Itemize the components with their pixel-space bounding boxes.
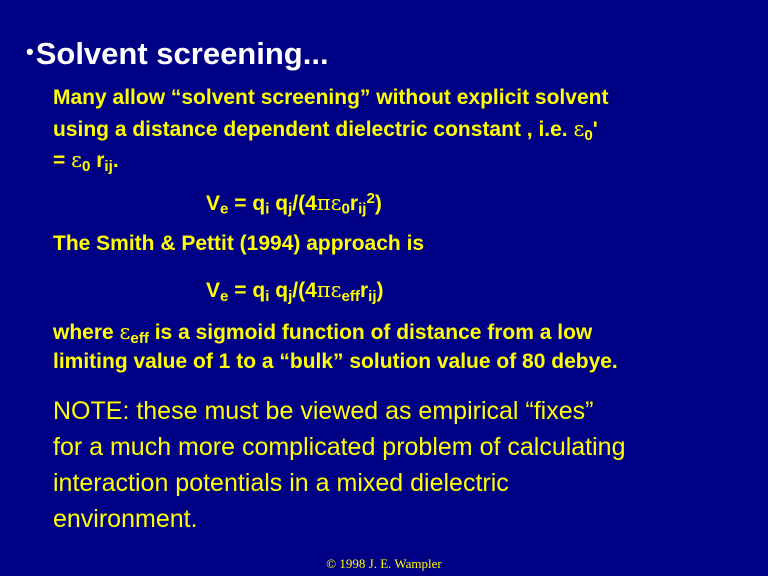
title-text: Solvent screening... xyxy=(35,36,329,71)
slide-title xyxy=(26,36,329,72)
eq2-close: ) xyxy=(376,279,384,302)
para3-line1 xyxy=(53,320,592,347)
equation-coulomb xyxy=(206,190,382,218)
eq2-sub-j: j xyxy=(288,287,293,305)
note-line2: for a much more complicated problem of calculating xyxy=(53,433,626,461)
eq2-open: /(4 xyxy=(292,279,317,302)
subscript-0: 0 xyxy=(584,126,593,144)
title-bullet: • xyxy=(26,39,34,64)
eq2-qj: q xyxy=(269,279,289,302)
epsilon-symbol: ε xyxy=(573,117,585,141)
eq2-r: r xyxy=(359,279,369,302)
period: . xyxy=(112,149,119,172)
equation-smith-pettit xyxy=(206,278,384,305)
equals-sign: = xyxy=(53,149,72,172)
eq1-qi: = q xyxy=(228,191,266,215)
eq1-sub-i: i xyxy=(265,200,270,218)
eq2-sub-eff: eff xyxy=(341,287,360,305)
eq2-sub-ij: ij xyxy=(368,287,377,305)
subscript-ij: ij xyxy=(104,157,113,175)
eq1-sub-e: e xyxy=(220,200,229,218)
eq1-sub-j: j xyxy=(288,200,293,218)
eq1-sup-2: 2 xyxy=(366,190,375,207)
eq2-sub-e: e xyxy=(220,287,229,305)
para1-line1: Many allow “solvent screening” without explicit solvent xyxy=(53,86,609,109)
eq1-sub-ij: ij xyxy=(358,200,367,218)
para3-where: where xyxy=(53,321,120,344)
eq1-r: r xyxy=(349,191,359,215)
copyright-footer: © 1998 J. E. Wampler xyxy=(326,556,442,571)
eq2-V: V xyxy=(206,279,221,302)
note-line4: environment. xyxy=(53,505,198,533)
para1-line3 xyxy=(53,148,119,175)
eq1-epsilon: ε xyxy=(330,190,342,215)
para3-sub-eff: eff xyxy=(130,329,149,347)
prime-mark: ' xyxy=(592,118,598,141)
para3-line2: limiting value of 1 to a “bulk” solution value of 80 debye. xyxy=(53,350,618,373)
eq1-sub-0: 0 xyxy=(341,200,350,218)
epsilon-symbol: ε xyxy=(71,148,82,172)
eq1-close: ) xyxy=(374,191,382,215)
eq1-V: V xyxy=(206,191,221,215)
eq2-qi: = q xyxy=(228,279,266,302)
note-line1: NOTE: these must be viewed as empirical “fixes” xyxy=(53,397,594,425)
eq2-pi: π xyxy=(316,278,331,302)
eq1-pi: π xyxy=(316,190,331,215)
subscript-0: 0 xyxy=(82,157,91,175)
para3-rest: is a sigmoid function of distance from a low xyxy=(148,321,593,344)
para1-line2 xyxy=(53,117,598,144)
para2: The Smith & Pettit (1994) approach is xyxy=(53,232,425,255)
r-variable: r xyxy=(90,149,105,172)
para1-line2-text: using a distance dependent dielectric constant , i.e. xyxy=(53,118,574,141)
note-line3: interaction potentials in a mixed dielectric xyxy=(53,469,509,497)
eq2-sub-i: i xyxy=(265,287,270,305)
para3-epsilon: ε xyxy=(119,320,131,344)
eq1-open: /(4 xyxy=(292,191,317,215)
eq2-epsilon: ε xyxy=(330,278,342,302)
eq1-qj: q xyxy=(269,191,289,215)
